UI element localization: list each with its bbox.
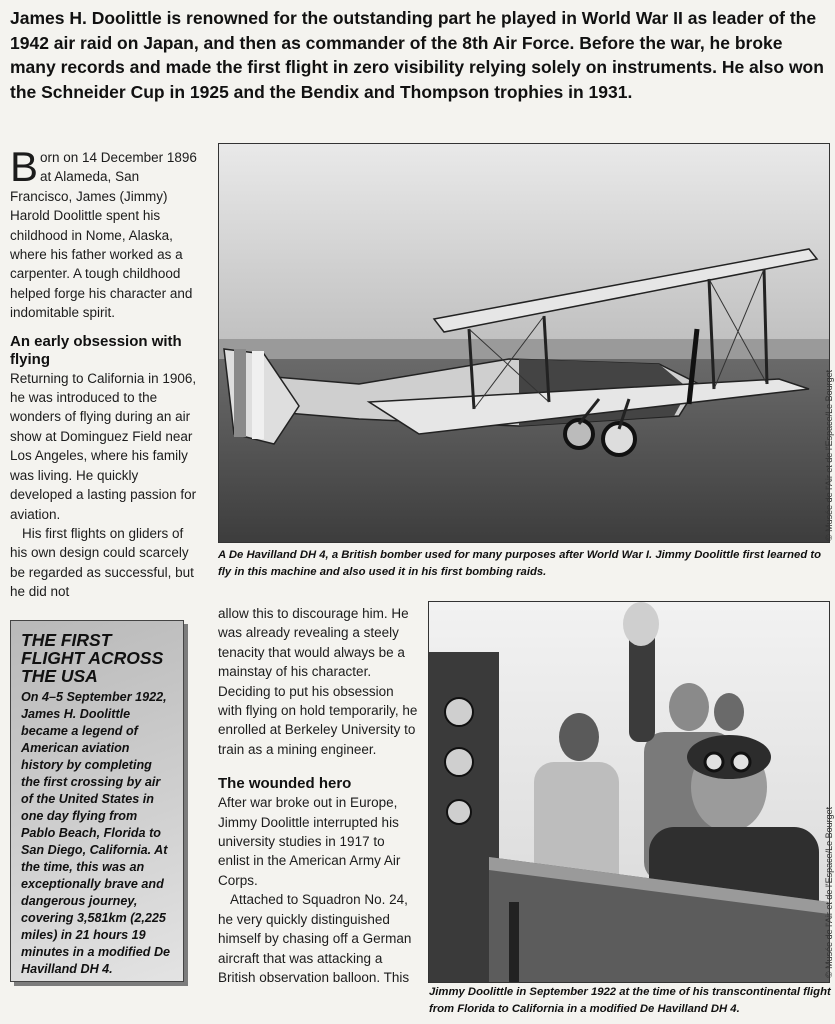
- cockpit-caption: Jimmy Doolittle in September 1922 at the time of his transcontinental flight from Florida to California in a modified De Havilland DH 4.: [429, 986, 831, 1015]
- cockpit-illustration: [429, 602, 829, 982]
- paragraph: allow this to discourage him. He was already revealing a steely tenacity that would always be a mainstay of his character. Deciding to put his obsession with flying on hold temporarily, he enrolled at Berkeley University to train as a mining engineer.: [218, 606, 418, 757]
- biplane-illustration: [219, 144, 829, 542]
- paragraph: After war broke out in Europe, Jimmy Doolittle interrupted his university studies in 1917 to enlist in the American Army Air Corps.: [218, 795, 401, 888]
- sidebar-body: On 4–5 September 1922, James H. Doolittle became a legend of American aviation history by completing the first crossing by air of the United States in one day flying from Pablo Beach, Florida to San Diego, California. At the time, this was an exceptionally brave and dangerous journey, covering 3,581km (2,225 miles) in 21 hours 19 minutes in a modified De Havilland DH 4.: [21, 690, 171, 976]
- sidebar-title: THE FIRST FLIGHT ACROSS THE USA: [21, 630, 164, 686]
- opening-paragraph: Born on 14 December 1896 at Alameda, San Francisco, James (Jimmy) Harold Doolittle spent his childhood in Nome, Alaska, where his father worked as a carpenter. A tough childhood helped forge his character and indomitable spirit.: [10, 143, 197, 321]
- biplane-photo: [218, 143, 830, 543]
- intro-paragraph: James H. Doolittle is renowned for the outstanding part he played in World War II as leader of the 1942 air raid on Japan, and then as commander of the 8th Air Force. Before the war, he broke many records and made the first flight in zero visibility relying solely on instruments. He also won the Schneider Cup in 1925 and the Bendix and Thompson trophies in 1931.: [10, 8, 824, 102]
- drop-cap: B: [10, 143, 39, 190]
- photo-credit: © Musée de l'Air et de l'Espace/Le Bourget: [824, 806, 834, 978]
- paragraph: His first flights on gliders of his own design could scarcely be regarded as successful, but he did not: [10, 525, 194, 600]
- article-column-1: [10, 143, 202, 602]
- section-heading-wounded-hero: The wounded hero: [218, 775, 352, 793]
- cockpit-photo: [428, 601, 830, 983]
- biplane-caption: A De Havilland DH 4, a British bomber used for many purposes after World War I. Jimmy Doolittle first learned to fly in this machine and also used it in his first bombing raids.: [218, 549, 822, 578]
- paragraph: Returning to California in 1906, he was introduced to the wonders of flying during an air show at Dominguez Field near Los Angeles, where his family was living. He quickly developed a lasting passion for aviation.: [10, 370, 197, 522]
- article-column-2: [218, 604, 418, 987]
- sidebar-box: [10, 620, 184, 982]
- section-heading-early-obsession: An early obsession with flying: [10, 332, 182, 368]
- photo-credit: © Musée de l'Air et de l'Espace/Le Bourget: [824, 369, 834, 541]
- paragraph: Attached to Squadron No. 24, he very quickly distinguished himself by chasing off a German aircraft that was attacking a British observation balloon. This: [218, 892, 412, 985]
